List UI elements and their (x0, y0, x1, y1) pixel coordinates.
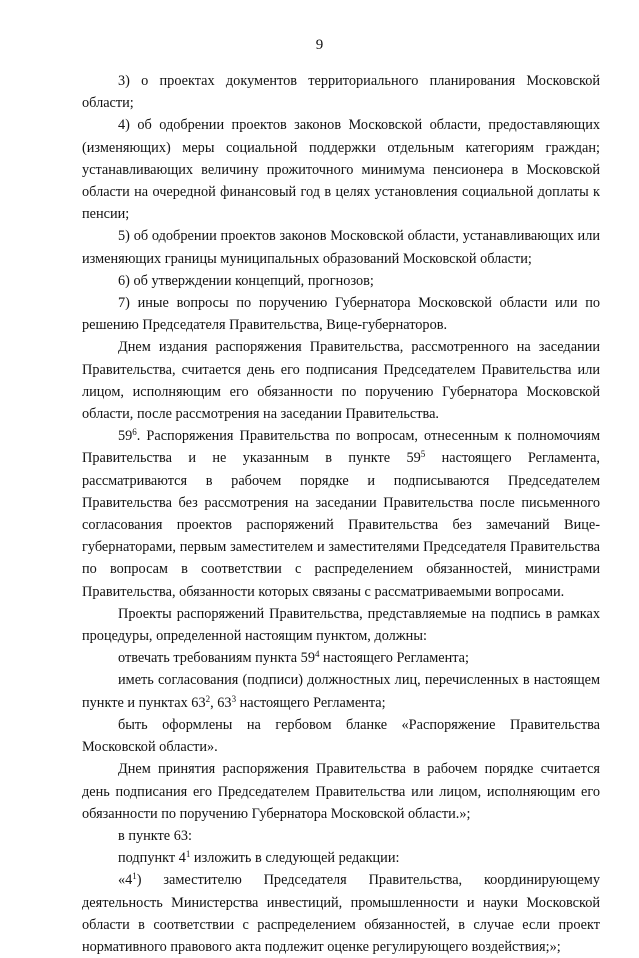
paragraph-item-5: 5) об одобрении проектов законов Московской области, устанавливающих или изменяющих границы муниципальных образований Московской области; (82, 228, 600, 267)
superscript: 5 (420, 449, 426, 460)
text-run: ) заместителю Председателя Правительства, координирующему деятельность Министерства инвестиций, промышленности и науки Московской области в соответствии с распределением обязанностей, в случае если проект нормативного правового акта подлежит оценке регулирующего воздействия;»; (82, 872, 600, 955)
document-body (82, 70, 600, 958)
text-run: настоящего Регламента, рассматриваются в рабочем порядке и подписываются Председателем Правительства без рассмотрения на заседании Правительства после письменного согласования проектов распоряжений Правительства без замечаний Вице-губернаторами, первым заместителем и заместителями Председателя Правительства по вопросам в соответствии с распределением обязанностей, министрами Правительства, обязанности которых связаны с рассматриваемыми вопросами. (82, 450, 600, 600)
paragraph-adoption-date: Днем принятия распоряжения Правительства в рабочем порядке считается день подписания его Председателем Правительства или лицом, исполняющим его обязанности по поручению Губернатора Московской области.»; (82, 761, 600, 822)
superscript: 3 (231, 693, 237, 704)
paragraph-item-3: 3) о проектах документов территориального планирования Московской области; (82, 73, 600, 112)
superscript: 2 (205, 693, 211, 704)
superscript: 6 (132, 427, 137, 438)
text-run: иметь согласования (подписи) должностных лиц, перечисленных в настоящем пункте и пунктах 63 (82, 672, 600, 711)
paragraph-item-6: 6) об утверждении концепций, прогнозов; (118, 272, 374, 289)
paragraph-requirement-3: быть оформлены на гербовом бланке «Распоряжение Правительства Московской области». (82, 716, 600, 756)
paragraph-59-6 (82, 425, 600, 603)
paragraph-publication-date: Днем издания распоряжения Правительства, рассмотренного на заседании Правительства, считается день его подписания Председателем Правительства или лицом, исполняющим его обязанности по поручению Губернатора Московской области, после рассмотрения на заседании Правительства. (82, 339, 600, 423)
text-run: отвечать требованиям пункта 59 (118, 650, 315, 667)
text-run: настоящего Регламента; (236, 694, 386, 711)
paragraph-new-wording (82, 869, 600, 958)
paragraph-draft-requirements: Проекты распоряжений Правительства, представляемые на подпись в рамках процедуры, определенной настоящим пунктом, должны: (82, 605, 600, 645)
paragraph-point-63: в пункте 63: (118, 827, 192, 844)
paragraph-subpoint-4-1 (82, 847, 600, 869)
paragraph-item-4: 4) об одобрении проектов законов Московской области, предоставляющих (изменяющих) меры социальной поддержки отдельным категориям граждан; устанавливающих величину прожиточного минимума пенсионера в Московской области на очередной финансовый год в целях установления социальной доплаты к пенсии; (82, 117, 600, 223)
text-run: «4 (118, 872, 133, 889)
page-number: 9 (315, 37, 324, 53)
paragraph-requirement-1 (82, 647, 600, 669)
text-run: настоящего Регламента; (319, 650, 469, 667)
superscript: 1 (185, 849, 191, 860)
text-run: подпункт 4 (118, 850, 186, 867)
text-run: , 63 (210, 694, 232, 711)
paragraph-item-7: 7) иные вопросы по поручению Губернатора Московской области или по решению Председателя Правительства, Вице-губернаторов. (82, 295, 600, 334)
superscript: 1 (132, 871, 137, 882)
text-run: 59 (118, 428, 133, 445)
superscript: 4 (314, 649, 320, 660)
paragraph-requirement-2 (82, 669, 600, 713)
text-run: . Распоряжения Правительства по вопросам, отнесенным к полномочиям Правительства и не указанным в пункте 59 (82, 428, 600, 467)
text-run: изложить в следующей редакции: (190, 850, 400, 867)
